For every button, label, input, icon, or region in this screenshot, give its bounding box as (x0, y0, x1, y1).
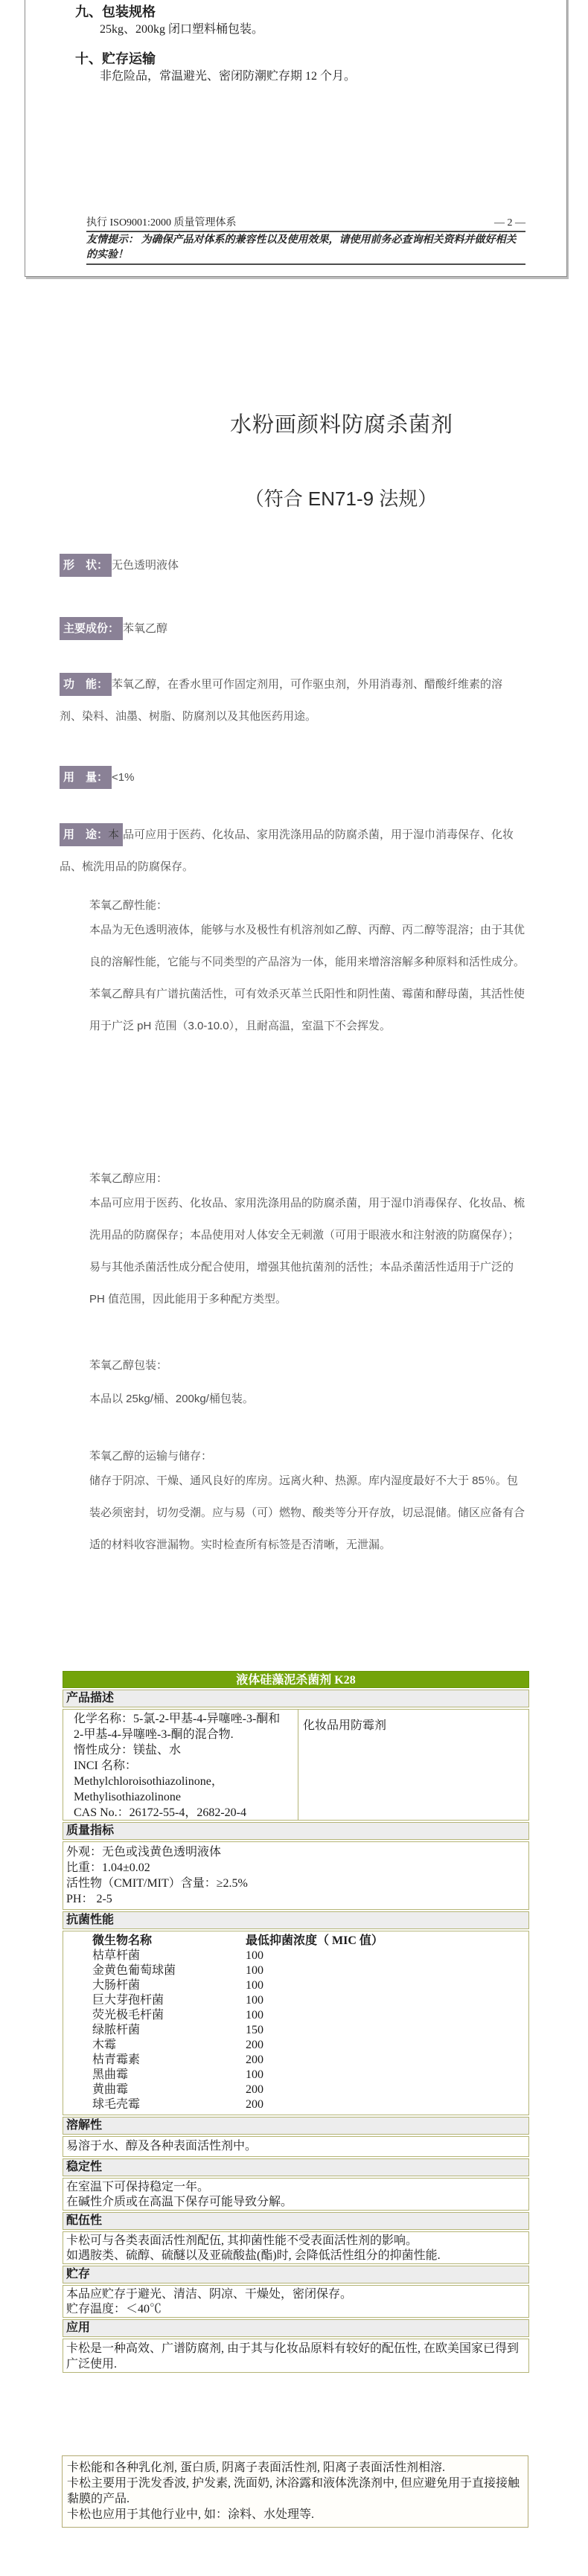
packing-spec-heading: 九、包装规格 (75, 4, 156, 19)
mic-header-row (63, 1934, 528, 1949)
mic-col-value: 最低抑菌浓度（ MIC 值） (246, 1934, 383, 1947)
k28-section-storage: 贮存 (63, 2266, 529, 2283)
page-number: — 2 — (494, 217, 525, 228)
mic-value: 200 (246, 2039, 263, 2051)
k28-description-row (63, 1709, 529, 1821)
function-value: 苯氧乙醇，在香水里可作固定剂用，可作驱虫剂，外用消毒剂、醋酸纤维素的溶剂、染料、油墨、树脂、防腐剂以及其他医药用途。 (60, 678, 503, 723)
mic-row (63, 2068, 528, 2083)
mic-value: 100 (246, 1964, 263, 1977)
packing-body: 本品以 25kg/桶、200kg/桶包装。 (89, 1393, 254, 1405)
mic-value: 200 (246, 2054, 263, 2066)
storage-transport-heading: 十、贮存运输 (75, 51, 156, 66)
field-usage (60, 819, 520, 883)
chem-line: INCI 名称： (74, 1760, 137, 1772)
field-function (60, 668, 520, 732)
transport-storage-heading: 苯氧乙醇的运输与储存： (89, 1450, 213, 1463)
performance-body: 本品为无色透明液体，能够与水及极性有机溶剂如乙醇、丙醇、丙二醇等混溶；由于其优良的溶解性能，它能与不同类型的产品溶为一体，能用来增溶溶解多种原料和活性成分。苯氧乙醇具有广谱抗菌活性，可有效杀灭革兰氏阳性和阴性菌、霉菌和酵母菌，其活性使用于广泛 pH 范围（3.0-10.0），且耐高温，室温下不会挥发。 (89, 924, 525, 1032)
microbe-name: 黑曲霉 (92, 2068, 129, 2081)
footer-iso-line (86, 214, 525, 232)
k28-mic-table (63, 1931, 529, 2115)
k28-application-row: 卡松是一种高效、广谱防腐剂, 由于其与化妆品原料有较好的配伍性, 在欧美国家已得到广泛使用. (63, 2339, 529, 2373)
kathon-note-line: 卡松主要用于洗发香波, 护发素, 洗面奶, 沐浴露和液体洗涤剂中, 但应避免用于直接接触黏膜的产品. (67, 2477, 520, 2505)
dosage-label: 用 量： (60, 766, 112, 789)
usage-value: 品可应用于医药、化妆品、家用洗涤用品的防腐杀菌，用于湿巾消毒保存、化妆品、梳洗用品的防腐保存。 (60, 828, 514, 873)
mic-value: 200 (246, 2083, 263, 2096)
appearance-label: 形 状： (60, 554, 112, 577)
microbe-name: 荧光极毛杆菌 (92, 2009, 164, 2022)
performance-heading: 苯氧乙醇性能： (89, 899, 168, 912)
mic-row (63, 2038, 528, 2053)
usage-first-char: 本 (108, 828, 120, 841)
k28-use-category: 化妆品用防霉剂 (303, 1719, 387, 1732)
k28-storage-row (63, 2285, 529, 2318)
packing-heading: 苯氧乙醇包装： (89, 1359, 168, 1372)
k28-table-title: 液体硅藻泥杀菌剂 K28 (63, 1671, 529, 1688)
usage-label-text: 用 途： (63, 828, 109, 841)
quality-line: PH： 2-5 (66, 1893, 112, 1905)
k28-section-product-description: 产品描述 (63, 1690, 529, 1707)
regulation-subtitle: （符合 EN71-9 法规） (244, 488, 438, 510)
chem-line: Methylchloroisothiazolinone， (74, 1775, 223, 1788)
chem-line: 惰性成分：镁盐、水 (74, 1744, 182, 1757)
mic-value: 100 (246, 2068, 263, 2081)
mic-row (63, 1978, 528, 1993)
chem-line: 2-甲基-4-异噻唑-3-酮的混合物. (74, 1728, 234, 1741)
storage-line: 本品应贮存于避光、清洁、阴凉、干燥处，密闭保存。 (66, 2288, 353, 2301)
k28-product-table (63, 1671, 529, 2373)
mic-value: 100 (246, 1994, 263, 2007)
compatibility-line: 如遇胺类、硫醇、硫醚以及亚硫酸盐(酯)时, 会降低活性组分的抑菌性能. (66, 2249, 441, 2262)
mic-col-microbe: 微生物名称 (92, 1934, 153, 1947)
k28-section-quality: 质量指标 (63, 1822, 529, 1840)
mic-value: 150 (246, 2024, 263, 2036)
field-main-ingredient (60, 620, 167, 636)
microbe-name: 球毛壳霉 (92, 2098, 141, 2111)
k28-section-application: 应用 (63, 2319, 529, 2337)
usage-label (60, 823, 123, 846)
mic-row (63, 1949, 528, 1963)
ingredient-label: 主要成份： (60, 617, 123, 640)
k28-stability-row (63, 2178, 529, 2211)
application-heading: 苯氧乙醇应用： (89, 1172, 168, 1185)
microbe-name: 黄曲霉 (92, 2083, 129, 2096)
mic-row (63, 1993, 528, 2008)
k28-section-antibacterial: 抗菌性能 (63, 1911, 529, 1929)
packing-spec-body: 25kg、200kg 闭口塑料桶包装。 (100, 23, 264, 36)
application-body: 本品可应用于医药、化妆品、家用洗涤用品的防腐杀菌，用于湿巾消毒保存、化妆品、梳洗用品的防腐保存；本品使用对人体安全无刺激（可用于眼液水和注射液的防腐保存）；易与其他杀菌活性成分配合使用，增强其他抗菌剂的活性；本品杀菌活性适用于广泛的 PH 值范围，因此能用于多种配方类型。 (89, 1197, 525, 1305)
k28-solubility-row: 易溶于水、醇及各种表面活性剂中。 (63, 2136, 529, 2157)
quality-line: 比重：1.04±0.02 (66, 1861, 150, 1874)
storage-line: 贮存温度：＜40℃ (66, 2303, 162, 2315)
k28-section-stability: 稳定性 (63, 2158, 529, 2176)
kathon-note-box (62, 2455, 528, 2528)
storage-transport-body: 非危险品，常温避光、密闭防潮贮存期 12 个月。 (100, 70, 357, 83)
microbe-name: 金黄色葡萄球菌 (92, 1964, 176, 1977)
mic-row (63, 1963, 528, 1978)
stability-line: 在室温下可保持稳定一年。 (66, 2181, 210, 2193)
k28-section-solubility: 溶解性 (63, 2117, 529, 2135)
mic-value: 200 (246, 2098, 263, 2111)
field-dosage (60, 769, 134, 784)
k28-section-compatibility: 配伍性 (63, 2212, 529, 2230)
microbe-name: 巨大芽孢杆菌 (92, 1994, 164, 2007)
transport-storage-body: 储存于阴凉、干燥、通风良好的库房。远离火种、热源。库内湿度最好不大于 85％。包装必须密封，切勿受潮。应与易（可）燃物、酸类等分开存放，切忌混储。储区应备有合适的材料收容泄漏物。实时检查所有标签是否清晰，无泄漏。 (89, 1474, 525, 1551)
quality-line: 外观：无色或浅黄色透明液体 (66, 1846, 222, 1859)
kathon-note-line: 卡松能和各种乳化剂, 蛋白质, 阴离子表面活性剂, 阳离子表面活性剂相溶. (67, 2461, 446, 2474)
kathon-note-line: 卡松也应用于其他行业中, 如：涂料、水处理等. (67, 2508, 315, 2521)
footer-friendly-note: 友情提示： 为确保产品对体系的兼容性以及使用效果，请使用前务必查询相关资料并做好相关的实验！ (86, 231, 525, 265)
microbe-name: 枯青霉素 (92, 2054, 141, 2066)
k28-chemical-description (63, 1710, 298, 1820)
previous-page-frame (25, 0, 567, 277)
microbe-name: 绿脓杆菌 (92, 2024, 141, 2036)
stability-line: 在碱性介质或在高温下保存可能导致分解。 (66, 2196, 293, 2208)
mic-row (63, 2097, 528, 2112)
mic-row (63, 2053, 528, 2068)
chem-line: 化学名称：5-氯-2-甲基-4-异噻唑-3-酮和 (74, 1713, 281, 1725)
mic-value: 100 (246, 1949, 263, 1962)
product-title: 水粉画颜料防腐杀菌剂 (229, 413, 453, 437)
microbe-name: 枯草杆菌 (92, 1949, 141, 1962)
mic-value: 100 (246, 2009, 263, 2022)
microbe-name: 大肠杆菌 (92, 1979, 141, 1992)
footer-iso-text: 执行 ISO9001:2000 质量管理体系 (86, 217, 237, 228)
field-appearance (60, 557, 179, 572)
quality-line: 活性物（CMIT/MIT）含量：≥2.5% (66, 1877, 248, 1890)
compatibility-line: 卡松可与各类表面活性剂配伍, 其抑菌性能不受表面活性剂的影响。 (66, 2234, 418, 2247)
mic-value: 100 (246, 1979, 263, 1992)
ingredient-value: 苯氧乙醇 (123, 622, 168, 635)
k28-compatibility-row (63, 2231, 529, 2264)
chem-line: CAS No.：26172-55-4，2682-20-4 (74, 1806, 246, 1819)
microbe-name: 木霉 (92, 2039, 117, 2051)
chem-line: Methylisothiazolinone (74, 1791, 181, 1803)
mic-row (63, 2023, 528, 2038)
mic-row (63, 2083, 528, 2097)
k28-quality-row (63, 1841, 529, 1910)
appearance-value: 无色透明液体 (112, 559, 179, 572)
dosage-value: <1% (112, 771, 135, 784)
mic-row (63, 2008, 528, 2023)
function-label: 功 能： (60, 673, 112, 696)
